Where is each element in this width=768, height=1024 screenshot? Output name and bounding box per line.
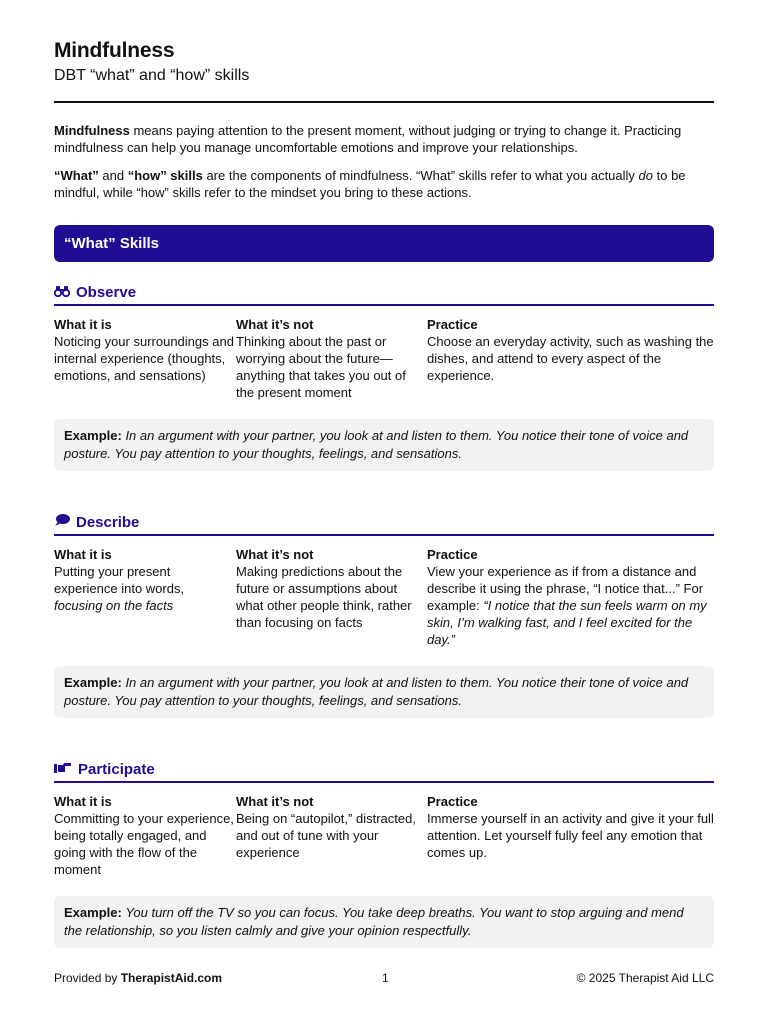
what-it-is-column	[54, 793, 236, 878]
example-label: Example:	[64, 428, 122, 443]
page-number: 1	[382, 971, 389, 985]
worksheet-page	[54, 38, 714, 262]
page-footer	[54, 970, 714, 986]
skill-describe	[54, 512, 714, 708]
speech-bubble-icon	[54, 513, 76, 533]
skill-header	[54, 759, 714, 783]
footer-copyright: © 2025 Therapist Aid LLC	[576, 971, 714, 985]
column-text-emphasis: “I notice that	[483, 598, 559, 613]
column-text-part: View your experience as if from a distance and describe it using the phrase, “I notice that...” For example:	[427, 564, 704, 613]
title-divider	[54, 101, 714, 103]
practice-column	[427, 546, 714, 648]
column-heading: What it is	[54, 547, 112, 562]
column-heading: What it’s not	[236, 547, 314, 562]
what-it-is-column	[54, 546, 236, 648]
skill-columns	[54, 793, 714, 878]
column-text	[54, 563, 236, 614]
footer-text: Provided by	[54, 971, 121, 985]
intro-term-how: “how” skills	[127, 168, 203, 183]
example-text: In an argument with your partner, you look at and listen to them. You notice their tone of voice and posture. You pay attention to your thoughts, feelings, and sensations.	[64, 428, 689, 461]
intro-text: to be mindful, while “how” skills refer to the mindset you bring to these actions.	[54, 168, 686, 200]
what-its-not-column	[236, 793, 427, 878]
page-title: Mindfulness	[54, 39, 175, 62]
footer-provided-by	[54, 970, 222, 986]
example-text: In an argument with your partner, you look at and listen to them. You notice their tone of voice and posture. You pay attention to your thoughts, feelings, and sensations.	[64, 675, 689, 708]
skill-participate	[54, 759, 714, 938]
column-text-emphasis: the sun feels warm on my skin, I’m walking fast, and I feel excited for the day.”	[427, 598, 707, 647]
column-text: Thinking about the past or worrying about the future—anything that takes you out of the present moment	[236, 334, 406, 400]
column-heading: Practice	[427, 547, 478, 562]
example-box	[54, 419, 714, 471]
example-box	[54, 896, 714, 948]
intro-emphasis: do	[638, 168, 654, 183]
column-text: Immerse yourself in an activity and give it your full attention. Let yourself fully feel any emotion that comes up.	[427, 811, 714, 860]
column-text-emphasis: focusing on the facts	[54, 598, 174, 613]
example-text: You turn off the TV so you can focus. You take deep breaths. You want to stop arguing and mend the relationship, so you listen calmly and give your opinion respectfully.	[64, 905, 684, 938]
column-heading: Practice	[427, 794, 478, 809]
practice-column	[427, 316, 714, 401]
intro-text: means paying attention to the present moment, without judging or trying to change it. Practicing mindfulness can help you manage uncomfortable emotions and improve your relationships.	[54, 123, 682, 155]
skill-observe	[54, 282, 714, 461]
column-text	[427, 563, 714, 648]
column-text: Noticing your surroundings and internal experience (thoughts, emotions, and sensations)	[54, 334, 234, 383]
intro-text: and	[98, 168, 128, 183]
example-label: Example:	[64, 675, 122, 690]
column-heading: What it is	[54, 794, 112, 809]
intro-paragraph-1	[54, 123, 714, 156]
what-it-is-column	[54, 316, 236, 401]
what-its-not-column	[236, 546, 427, 648]
skill-name: Observe	[76, 284, 137, 301]
column-heading: Practice	[427, 317, 478, 332]
example-label: Example:	[64, 905, 122, 920]
skill-name: Participate	[78, 761, 155, 778]
intro-term: Mindfulness	[54, 123, 130, 138]
column-text-part: Putting your present experience into words,	[54, 564, 185, 596]
column-heading: What it’s not	[236, 794, 314, 809]
intro-term-what: “What”	[54, 168, 99, 183]
intro	[54, 123, 714, 201]
footer-site-link[interactable]: TherapistAid.com	[120, 971, 223, 985]
column-heading: What it’s not	[236, 317, 314, 332]
column-heading: What it is	[54, 317, 112, 332]
what-its-not-column	[236, 316, 427, 401]
intro-paragraph-2	[54, 168, 714, 201]
section-banner: “What” Skills	[54, 225, 714, 262]
practice-column	[427, 793, 714, 878]
column-text: Committing to your experience, being totally engaged, and going with the flow of the moment	[54, 811, 234, 877]
column-text: Making predictions about the future or assumptions about what other people think, rather than focusing on facts	[236, 564, 412, 630]
skill-columns	[54, 316, 714, 401]
pointing-hand-icon	[54, 760, 78, 780]
skill-header	[54, 282, 714, 306]
page-subtitle: DBT “what” and “how” skills	[54, 67, 250, 84]
intro-text: are the components of mindfulness. “What” skills refer to what you actually	[202, 168, 639, 183]
example-box	[54, 666, 714, 718]
binoculars-icon	[54, 283, 76, 303]
skill-name: Describe	[76, 514, 140, 531]
column-text: Being on “autopilot,” distracted, and out of tune with your experience	[236, 811, 416, 860]
skill-header	[54, 512, 714, 536]
skill-columns	[54, 546, 714, 648]
column-text: Choose an everyday activity, such as washing the dishes, and attend to every aspect of the experience.	[427, 334, 714, 383]
